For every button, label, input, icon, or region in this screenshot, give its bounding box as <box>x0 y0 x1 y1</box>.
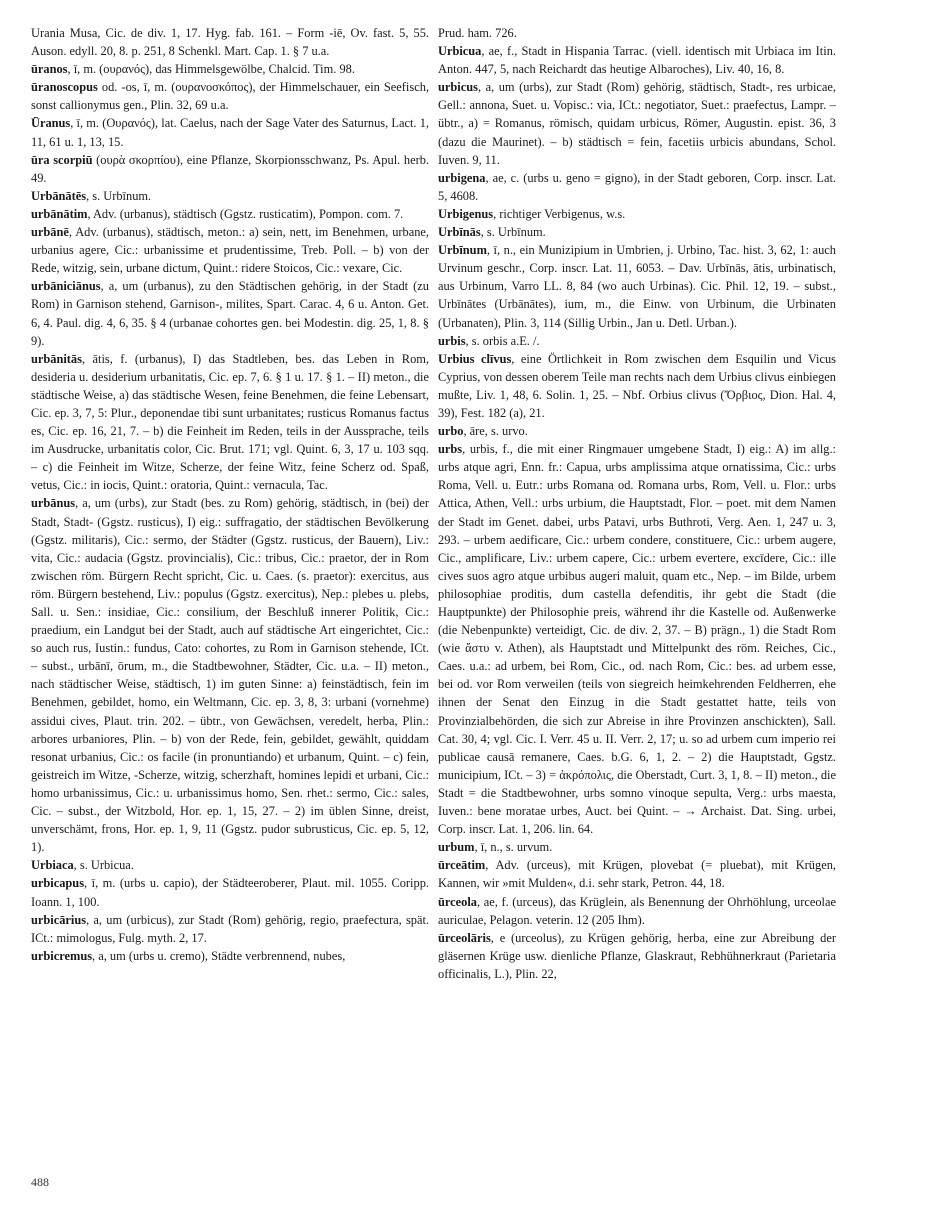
entry-definition: , ātis, f. (urbanus), I) das Stadtleben, bes. das Leben in Rom, desideria u. desiderium urbanitatis, Cic. ep. 7, 6. § 1 u. 17. § 1. – II) meton., die städtische Weise, a) das städtische Wesen, feine Benehmen, die feine Lebensart, Cic. ep. 3, 7, 5: Plur., deponendae tibi sunt urbanitates; rusticus Romanus factus es, Cic. ep. 16, 21, 7. – b) die Feinheit im Reden, teils in der Aussprache, teils im Ausdrucke, urbanitatis color, Cic. Brut. 171; vgl. Quint. 6, 3, 17 u. 103 sqq. – c) die Feinheit im Witze, Scherze, der feine Witz, feine Scherz od. Spaß, vetus, Cic.: in iocis, Quint.: oratoria, Quint.: vernacula, Tac. <box>31 351 429 493</box>
dictionary-entry <box>31 60 429 78</box>
entry-definition: , a, um (urbanus), zu den Städtischen gehörig, in der Stadt (zu Rom) in Garnison stehend, Garnison-, milites, Spart. Carac. 4, 6 u. Anton. Get. 6, 4. Paul. dig. 4, 6, 35. § 4 (urbanae cohortes gen. bei Modestin. dig. 25, 1, 8. § 9). <box>31 279 429 348</box>
entry-definition: , a, um (urbs), zur Stadt (Rom) gehörig, städtisch, Stadt-, res urbicae, Gell.: annona, Suet. u. Vopisc.: via, ICt.: negotiator, Suet.: praefectus, Lampr. – übtr., a) = Romanus, römisch, quidam urbicus, Römer, Augustin. epist. 36, 3 (dazu die Maurinet). – b) städtisch = fein, facetiis urbicis abundans, Schol. Iuven. 9, 11. <box>438 80 836 167</box>
entry-definition: (ουρὰ σκορπίου), eine Pflanze, Skorpionsschwanz, Ps. Apul. herb. 49. <box>31 152 429 185</box>
entry-headword: Urbius clīvus <box>438 351 512 366</box>
right-column <box>438 24 836 983</box>
entry-definition: , Adv. (urbanus), städtisch, meton.: a) sein, nett, im Benehmen, urbane, urbanius agere, Cic.: urbanissime et prudentissime, Treb. Poll. – b) von der Rede, witzig, sein, urbane dictum, Quint.: ridere Stoicos, Cic.: vexare, Cic. <box>31 225 429 276</box>
left-column <box>31 24 429 965</box>
entry-definition: , ī, n., s. urvum. <box>474 840 553 855</box>
dictionary-entry <box>31 350 429 495</box>
page-number: 488 <box>31 1175 49 1189</box>
dictionary-entry <box>31 947 429 965</box>
entry-headword: urbānātim <box>31 206 88 221</box>
entry-definition: , Adv. (urbanus), städtisch (Ggstz. rusticatim), Pompon. com. 7. <box>87 206 404 221</box>
dictionary-entry <box>438 42 836 78</box>
dictionary-entry <box>438 440 836 838</box>
entry-definition: , ī, m. (urbs u. capio), der Städteeroberer, Plaut. mil. 1055. Coripp. Ioann. 1, 100. <box>31 876 429 909</box>
entry-definition: Urania Musa, Cic. de div. 1, 17. Hyg. fab. 161. – Form -iē, Ov. fast. 5, 55. Auson. edyll. 20, 8. p. 251, 8 Schenkl. Mart. Cap. 1. § 7 u.a. <box>31 26 429 59</box>
entry-headword: urbs <box>438 442 463 457</box>
entry-headword: Urbiaca <box>31 858 74 873</box>
entry-headword: ūranos <box>31 62 68 77</box>
entry-headword: Urbīnum <box>438 243 487 258</box>
entry-definition: , richtiger Verbigenus, w.s. <box>493 206 626 221</box>
dictionary-entry <box>31 494 429 856</box>
dictionary-entry <box>438 893 836 929</box>
entry-definition: , s. orbis a.E. /. <box>465 333 540 348</box>
entry-headword: urbicārius <box>31 912 87 927</box>
entry-headword: urbo <box>438 424 464 439</box>
entry-definition: , ī, m. (Ουρανός), lat. Caelus, nach der Sage Vater des Saturnus, Lact. 1, 11, 61 u. 1, 13, 15. <box>31 116 429 149</box>
entry-headword: ūrceātim <box>438 858 486 873</box>
dictionary-entry <box>31 911 429 947</box>
dictionary-entry <box>438 205 836 223</box>
entry-definition: , eine Örtlichkeit in Rom zwischen dem Esquilin und Vicus Cyprius, von dessen oberem Teile man rechts nach dem Urbius clivus einbiegen mußte, Liv. 1, 48, 6. Solin. 1, 25. – Nbf. Orbius clivus (Ὄρβιος, Dion. Hal. 4, 39), Fest. 182 (a), 21. <box>438 351 837 420</box>
entry-headword: urbicapus <box>31 876 85 891</box>
dictionary-entry <box>438 78 836 168</box>
entry-headword: Urbicua <box>438 44 482 59</box>
entry-headword: urbigena <box>438 170 486 185</box>
entry-headword: urbis <box>438 333 466 348</box>
entry-headword: urbānitās <box>31 351 82 366</box>
dictionary-entry <box>438 241 836 331</box>
entry-headword: Ūranus <box>31 116 71 131</box>
entry-headword: Urbigenus <box>438 206 494 221</box>
dictionary-entry <box>31 187 429 205</box>
dictionary-entry <box>31 78 429 114</box>
entry-definition: , a, um (urbs u. cremo), Städte verbrennend, nubes, <box>92 948 346 963</box>
entry-headword: ūrceola <box>438 894 477 909</box>
dictionary-entry <box>31 223 429 277</box>
dictionary-entry <box>438 350 836 422</box>
entry-headword: urbāniciānus <box>31 279 101 294</box>
entry-headword: ūrceolāris <box>438 930 491 945</box>
entry-definition: , ī, m. (ουρανός), das Himmelsgewölbe, Chalcid. Tim. 98. <box>67 62 355 77</box>
dictionary-entry <box>438 223 836 241</box>
entry-definition: , s. Urbicua. <box>73 858 134 873</box>
entry-definition: , ae, f. (urceus), das Krüglein, als Benennung der Ohrhöhlung, urceolae auriculae, Pelagon. veterin. 12 (205 Ihm). <box>438 894 836 927</box>
entry-definition: , e (urceolus), zu Krügen gehörig, herba, eine zur Abreibung der gläsernen Krüge usw. dienliche Pflanze, Glaskraut, Rebhühnerkraut (Parietaria officinalis, L.), Plin. 22, <box>438 930 836 981</box>
entry-headword: urbicremus <box>31 948 93 963</box>
dictionary-entry <box>438 856 836 892</box>
entry-definition: Prud. ham. 726. <box>438 26 517 40</box>
dictionary-entry <box>438 24 836 42</box>
dictionary-entry <box>438 838 836 856</box>
dictionary-entry <box>438 332 836 350</box>
dictionary-entry <box>31 205 429 223</box>
dictionary-entry <box>31 114 429 150</box>
dictionary-entry <box>31 874 429 910</box>
entry-headword: ūranoscopus <box>31 80 98 95</box>
entry-headword: Urbānātēs <box>31 188 87 203</box>
entry-headword: urbum <box>438 840 475 855</box>
entry-headword: Urbīnās <box>438 225 481 240</box>
entry-definition: , a, um (urbs), zur Stadt (bes. zu Rom) gehörig, städtisch, in (bei) der Stadt, Stadt- (Ggstz. rusticus), I) eig.: suffragatio, der städtischen Bevölkerung (Ggstz. militaris), Cic.: sermo, der Städter (Ggstz. rusticus, der Bauern), Liv.: vita, Cic.: audacia (Ggstz. provincialis), Cic.: tribus, Cic.: praetor, der in Rom zwischen röm. Bürgern Recht spricht, Cic. u. Caes. (s. praetor): exercitus, aus röm. Bürgern bestehend, Liv.: populus (Ggstz. exercitus), Nep.: plebes u. plebs, Sall. u. Sen.: insidiae, Cic.: consilium, der Beschluß innerer Politik, Cic.: praedium, ein Landgut bei der Stadt, auch auf städtische Art eingerichtet, Cic.: so auch rus, Iustin.: fundus, Cato: cohortes, zu Rom in Garnison stehende, ICt. – subst., urbānī, ōrum, m., die Stadtbewohner, Städter, Cic. u.a. – II) meton., nach städtischer Weise, städtisch, 1) im guten Sinne: a) feinstädtisch, fein im Benehmen, gebildet, homo, ein Weltmann, Cic. ep. 3, 8, 3: urbani (vornehme) assidui cives, Plaut. trin. 202. – übtr., von Gewächsen, veredelt, herba, Plin.: arbores urbaniores, Plin. – b) von der Rede, fein, gebildet, gewählt, quiddam resonat urbanius, Cic.: os facile (in pronuntiando) et urbanum, Quint. – c) fein, geistreich im Witze, -Scherze, witzig, scherzhaft, homines lepidi et urbani, Cic.: homo urbanissimus, Cic.: u. urbanissimus homo, Sen. rhet.: sermo, Cic.: sales, Cic. – subst., der Witzbold, Hor. ep. 1, 15, 27. – 2) im üblen Sinne, dreist, unverschämt, frons, Hor. ep. 1, 9, 11 (Ggstz. pudor subrusticus, Cic. ep. 5, 12, 1). <box>31 496 429 855</box>
dictionary-entry <box>31 856 429 874</box>
dictionary-entry <box>31 277 429 349</box>
entry-headword: urbānē <box>31 225 69 240</box>
entry-definition: , urbis, f., die mit einer Ringmauer umgebene Stadt, I) eig.: A) im allg.: urbs atque agri, Enn. fr.: Capua, urbs amplissima atque ornatissima, Cic.: urbs Roma, Vell. u. Eutr.: urbs Romana od. Romana urbs, Rom, Vell. u. Flor.: urbs Attica, Athen, Vell.: urbs urbium, die Hauptstadt, Flor. – poet. mit dem Namen der Stadt im Genet. dabei, urbs Patavi, urbs Buthroti, Verg. Aen. 1, 247 u. 3, 293. – urbem aedificare, Cic.: urbem condere, constituere, Cic.: urbem augere, Cic., amplificare, Liv.: urbem capere, Cic.: urbem evertere, excīdere, Cic.: ille cives suos agro atque urbibus augeri maluit, quam etc., Nep. – im Bilde, urbem philosophiae proditis, dum castella defenditis, ihr gebt die Stadt (die Hauptpunkte) der Philosophie preis, während ihr die Kastelle od. Außenwerke (die Nebenpunkte) verteidigt, Cic. de div. 2, 37. – B) prägn., 1) die Stadt Rom (wie ἄστυ v. Athen), als Hauptstadt und Mittelpunkt des röm. Reiches, Cic., Caes. u.a.: ad urbem, bei Rom, Cic., od. nach Rom, Cic.: bes. ad urbem esse, bei od. vor Rom verweilen (teils von siegreich heimkehrenden Feldherren, ehe ihnen der Senat den Einzug in die Stadt gestattet hatte, teils von Provinzialbehörden, die sich zur Abreise in ihre Provinzen anschickten), Sall. Cat. 30, 4; vgl. Cic. I. Verr. 45 u. II. Verr. 2, 17; u. so ad urbem cum imperio rei publicae causā remanere, Caes. b.G. 6, 1, 2. – 2) die Hauptstadt, Ggstz. municipium, ICt. – 3) = ἀκρόπολις, die Oberstadt, Curt. 3, 1, 8. – II) meton., die Stadt = die Stadtbewohner, urbs somno vinoque sepulta, Verg.: urbs maesta, Iuven.: bene moratae urbes, Auct. bei Quint. – → Archaist. Dat. Sing. urbei, Corp. inscr. Lat. 1, 206. lin. 64. <box>438 442 836 837</box>
entry-definition: , a, um (urbicus), zur Stadt (Rom) gehörig, regio, praefectura, spät. ICt.: mimologus, Fulg. myth. 2, 17. <box>31 912 429 945</box>
entry-definition: od. -os, ī, m. (ουρανοσκόπος), der Himmelschauer, ein Seefisch, sonst callionymus gen., Plin. 32, 69 u.a. <box>31 80 429 113</box>
entry-definition: , s. Urbīnum. <box>480 225 546 240</box>
dictionary-entry <box>31 24 429 60</box>
entry-headword: urbānus <box>31 496 76 511</box>
entry-headword: ūra scorpiū <box>31 152 93 167</box>
entry-headword: urbicus <box>438 80 478 95</box>
entry-definition: , s. Urbīnum. <box>86 188 152 203</box>
dictionary-entry <box>438 169 836 205</box>
entry-definition: , āre, s. urvo. <box>463 424 528 439</box>
entry-definition: , ae, f., Stadt in Hispania Tarrac. (viell. identisch mit Urbiaca im Itin. Anton. 447, 5, nach Reichardt das heutige Albaroches), Liv. 40, 16, 8. <box>438 44 836 77</box>
entry-definition: , ae, c. (urbs u. geno = gigno), in der Stadt geboren, Corp. inscr. Lat. 5, 4608. <box>438 170 836 203</box>
dictionary-entry <box>438 422 836 440</box>
entry-definition: , Adv. (urceus), mit Krügen, plovebat (= pluebat), mit Krügen, Kannen, wir »mit Mulden«, d.i. sehr stark, Petron. 44, 18. <box>438 858 836 891</box>
dictionary-entry <box>438 929 836 983</box>
entry-definition: , ī, n., ein Munizipium in Umbrien, j. Urbino, Tac. hist. 3, 62, 1: auch Urvinum geschr., Corp. inscr. Lat. 11, 6053. – Dav. Urbīnās, ātis, urbinatisch, aus Urbinum, Varro LL. 8, 84 (wo auch Urbinas). Cic. Phil. 12, 19. – subst., Urbīnātes (Urbānātes), ium, m., die Einw. von Urbinum, die Urbinaten (Urbanaten), Plin. 3, 114 (Sillig Urbin., Jan u. Detl. Urban.). <box>438 243 836 330</box>
dictionary-entry <box>31 151 429 187</box>
